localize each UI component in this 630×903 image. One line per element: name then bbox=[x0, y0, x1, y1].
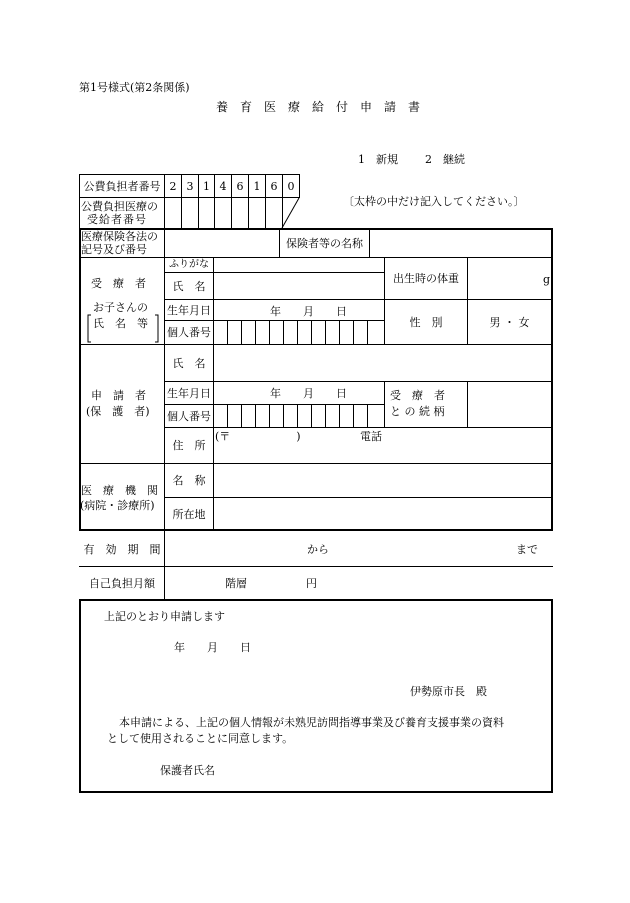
payer-digit: 1 bbox=[203, 179, 210, 193]
phone-label: 電話 bbox=[360, 430, 382, 443]
patient-dob-label: 生年月日 bbox=[167, 303, 211, 317]
insurer-name-input[interactable] bbox=[373, 234, 549, 252]
postal-code-bracket[interactable]: (〒 ) bbox=[215, 430, 301, 443]
guardian-name-label: 保護者氏名 bbox=[160, 764, 215, 777]
address-input[interactable] bbox=[217, 446, 547, 460]
addressee: 伊勢原市長 殿 bbox=[410, 685, 487, 698]
insurance-number-input[interactable] bbox=[168, 234, 276, 252]
patient-name-input[interactable] bbox=[217, 277, 380, 295]
institution-location-label: 所在地 bbox=[172, 507, 206, 521]
form-reference: 第1号様式(第2条関係) bbox=[79, 81, 190, 94]
public-payer-label: 公費負担者番号 bbox=[83, 179, 161, 193]
payer-digit: 3 bbox=[186, 179, 194, 193]
payer-digit: 6 bbox=[236, 179, 244, 193]
patient-subtitle-1: お子さんの bbox=[93, 301, 148, 314]
birth-weight-input[interactable] bbox=[472, 270, 538, 288]
sex-options[interactable]: 男 ・ 女 bbox=[489, 315, 530, 329]
applicant-name-input[interactable] bbox=[217, 354, 547, 372]
insurer-name-label: 保険者等の名称 bbox=[286, 236, 363, 250]
consent-line-1: 本申請による、上記の個人情報が未熟児訪問指導事業及び養育支援事業の資料 bbox=[119, 716, 504, 729]
recipient-number-label-2: 受給者番号 bbox=[87, 213, 147, 226]
insurance-label-1: 医療保険各法の bbox=[81, 230, 158, 243]
validity-from: から bbox=[307, 543, 329, 556]
applicant-title-1: 申 請 者 bbox=[91, 389, 146, 402]
relation-label-2: と の 続 柄 bbox=[390, 405, 445, 418]
institution-name-input[interactable] bbox=[217, 472, 547, 490]
option-new[interactable]: 1 新規 bbox=[358, 153, 398, 166]
institution-title-1: 医 療 機 関 bbox=[81, 484, 158, 497]
payer-digit: 1 bbox=[253, 179, 261, 193]
copay-label: 自己負担月額 bbox=[89, 577, 155, 590]
form-title: 養 育 医 療 給 付 申 請 書 bbox=[216, 100, 421, 114]
declaration-date: 年 月 日 bbox=[174, 641, 251, 654]
weight-unit: g bbox=[543, 273, 551, 286]
relation-input[interactable] bbox=[472, 395, 548, 413]
applicant-name-label: 氏 名 bbox=[172, 356, 206, 370]
payer-digit: 2 bbox=[169, 179, 177, 193]
sex-label: 性 別 bbox=[409, 315, 443, 329]
option-continue[interactable]: 2 継続 bbox=[425, 153, 465, 166]
institution-name-label: 名 称 bbox=[172, 474, 206, 487]
insurance-label-2: 記号及び番号 bbox=[81, 243, 147, 256]
patient-title: 受 療 者 bbox=[91, 277, 146, 290]
payer-digit: 6 bbox=[270, 179, 278, 193]
applicant-dob-label: 生年月日 bbox=[167, 386, 211, 400]
address-label: 住 所 bbox=[172, 439, 206, 452]
birth-weight-label: 出生時の体重 bbox=[393, 272, 459, 285]
patient-subtitle-2: 氏 名 等 bbox=[93, 317, 148, 330]
payer-digit: 4 bbox=[219, 179, 227, 193]
furigana-label: ふりがな bbox=[169, 259, 209, 270]
relation-label-1: 受 療 者 bbox=[390, 389, 445, 402]
recipient-number-label-1: 公費負担医療の bbox=[81, 200, 158, 213]
patient-name-label: 氏 名 bbox=[172, 279, 206, 293]
institution-location-input[interactable] bbox=[217, 505, 547, 523]
validity-label: 有 効 期 間 bbox=[83, 542, 161, 556]
payer-digit: 0 bbox=[287, 179, 295, 193]
applicant-id-label: 個人番号 bbox=[167, 409, 211, 423]
patient-dob-ymd: 年 月 日 bbox=[270, 305, 347, 318]
phone-input[interactable] bbox=[390, 430, 548, 444]
copay-yen: 円 bbox=[306, 577, 317, 590]
applicant-dob-ymd: 年 月 日 bbox=[270, 387, 347, 400]
institution-title-2: (病院・診療所) bbox=[80, 499, 155, 512]
consent-line-2: として使用されることに同意します。 bbox=[107, 732, 294, 745]
guardian-name-input[interactable] bbox=[228, 762, 428, 778]
applicant-title-2: (保 護 者) bbox=[86, 405, 150, 418]
declaration-line: 上記のとおり申請します bbox=[104, 610, 225, 623]
instruction-note: 〔太枠の中だけ記入してください。〕 bbox=[343, 195, 525, 208]
copay-tier: 階層 bbox=[225, 577, 247, 590]
patient-furigana-input[interactable] bbox=[217, 259, 380, 271]
validity-until: まで bbox=[516, 543, 538, 556]
patient-id-label: 個人番号 bbox=[167, 326, 211, 339]
